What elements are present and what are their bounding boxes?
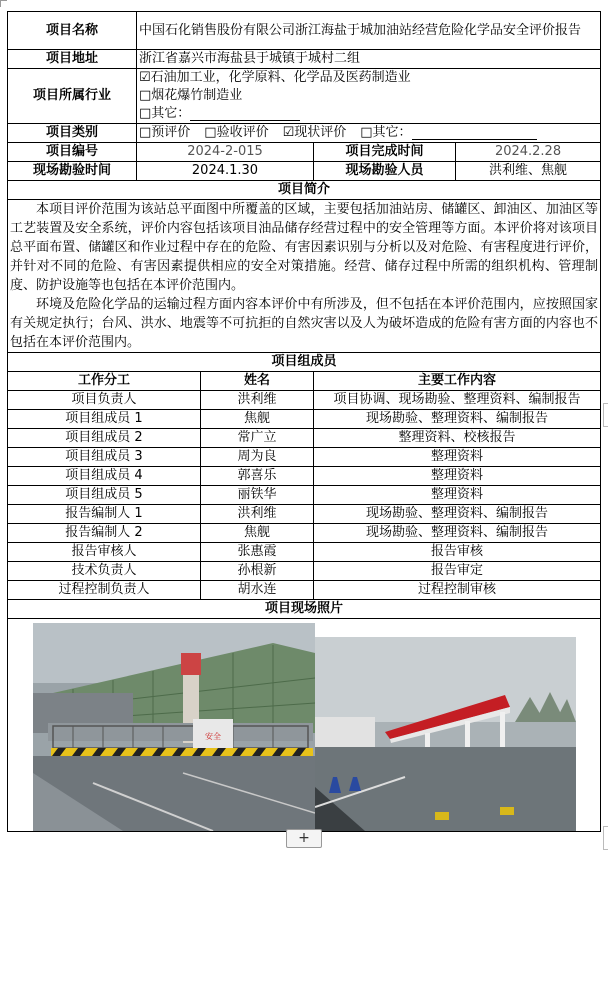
intro-paragraph: 本项目评价范围为该站总平面图中所覆盖的区域，主要包括加油站房、储罐区、卸油区、加油区等工艺装置及安全系统，评价内容包括该项目油品储存经营过程中的安全管理等方面。本评价将对该项目总平面布置、储罐区和作业过程中存在的危险、有害因素识别与分析以及对危险、有害程度进行评价，并针对不同的危险、有害因素提供相应的安全对策措施。经营、储存过程中所需的组织机构、管理制度、防护设施等也包括在本评价范围内。 xyxy=(10,202,599,293)
member-row xyxy=(8,543,601,562)
member-name: 洪利维 xyxy=(201,391,314,410)
member-row xyxy=(8,562,601,581)
member-name: 张惠霞 xyxy=(201,543,314,562)
members-header-name: 姓名 xyxy=(201,372,314,391)
member-row xyxy=(8,524,601,543)
project-type-label: 项目类别 xyxy=(8,124,137,143)
member-name: 丽铁华 xyxy=(201,486,314,505)
site-photo-tank-area xyxy=(33,623,315,831)
site-photo-forecourt xyxy=(315,637,576,831)
member-name: 胡水连 xyxy=(201,581,314,600)
member-role: 报告编制人 2 xyxy=(8,524,201,543)
member-work: 项目协调、现场勘验、整理资料、编制报告 xyxy=(314,391,601,410)
members-header-role: 工作分工 xyxy=(8,372,201,391)
project-complete-label: 项目完成时间 xyxy=(314,143,456,162)
intro-title: 项目简介 xyxy=(8,181,601,200)
project-industry-options xyxy=(137,69,601,124)
member-name: 郭喜乐 xyxy=(201,467,314,486)
member-role: 项目负责人 xyxy=(8,391,201,410)
type-option-current[interactable]: ☑现状评价 xyxy=(282,125,347,140)
member-row xyxy=(8,467,601,486)
member-row xyxy=(8,505,601,524)
member-row xyxy=(8,391,601,410)
project-name-label: 项目名称 xyxy=(8,12,137,50)
photos-cell xyxy=(8,619,601,832)
member-name: 常广立 xyxy=(201,429,314,448)
member-role: 技术负责人 xyxy=(8,562,201,581)
member-role: 项目组成员 5 xyxy=(8,486,201,505)
project-type-options xyxy=(137,124,601,143)
type-other-blank[interactable] xyxy=(412,126,537,140)
add-row-button[interactable]: + xyxy=(286,829,322,848)
member-row xyxy=(8,429,601,448)
survey-staff-value: 洪利维、焦舰 xyxy=(456,162,601,181)
member-work: 整理资料 xyxy=(314,448,601,467)
project-address-label: 项目地址 xyxy=(8,50,137,69)
member-work: 整理资料 xyxy=(314,467,601,486)
side-resize-handle[interactable] xyxy=(603,826,608,850)
intro-content xyxy=(8,200,601,353)
member-name: 周为良 xyxy=(201,448,314,467)
members-header-work: 主要工作内容 xyxy=(314,372,601,391)
photos-title: 项目现场照片 xyxy=(8,600,601,619)
member-name: 焦舰 xyxy=(201,410,314,429)
industry-other-blank[interactable] xyxy=(190,107,300,121)
member-name: 孙根新 xyxy=(201,562,314,581)
member-row xyxy=(8,410,601,429)
photo-sign-text: 安全 xyxy=(205,732,221,741)
member-role: 报告审核人 xyxy=(8,543,201,562)
member-work: 过程控制审核 xyxy=(314,581,601,600)
members-title: 项目组成员 xyxy=(8,353,601,372)
member-name: 焦舰 xyxy=(201,524,314,543)
project-number-value: 2024-2-015 xyxy=(137,143,314,162)
member-role: 项目组成员 3 xyxy=(8,448,201,467)
page-corner-mark xyxy=(0,0,7,7)
intro-paragraph: 环境及危险化学品的运输过程方面内容本评价中有所涉及，但不包括在本评价范围内，应按照国家有关规定执行；台风、洪水、地震等不可抗拒的自然灾害以及人为破坏造成的危险有害方面的内容也不包括在本评价范围内。 xyxy=(10,297,599,350)
industry-option-other[interactable]: □其它： xyxy=(139,105,598,123)
survey-time-label: 现场勘验时间 xyxy=(8,162,137,181)
side-resize-handle[interactable] xyxy=(603,403,608,427)
member-work: 整理资料、校核报告 xyxy=(314,429,601,448)
project-info-table xyxy=(7,11,601,832)
project-address-value: 浙江省嘉兴市海盐县于城镇于城村二组 xyxy=(137,50,601,69)
member-work: 现场勘验、整理资料、编制报告 xyxy=(314,505,601,524)
member-row xyxy=(8,581,601,600)
member-work: 报告审核 xyxy=(314,543,601,562)
project-name-value: 中国石化销售股份有限公司浙江海盐于城加油站经营危险化学品安全评价报告 xyxy=(137,12,601,50)
type-option-pre-eval[interactable]: □预评价 xyxy=(139,125,191,140)
member-row xyxy=(8,448,601,467)
member-role: 项目组成员 2 xyxy=(8,429,201,448)
type-option-other[interactable]: □其它： xyxy=(360,125,412,140)
member-role: 项目组成员 4 xyxy=(8,467,201,486)
member-work: 现场勘验、整理资料、编制报告 xyxy=(314,524,601,543)
survey-time-value: 2024.1.30 xyxy=(137,162,314,181)
project-number-label: 项目编号 xyxy=(8,143,137,162)
project-industry-label: 项目所属行业 xyxy=(8,69,137,124)
project-complete-date: 2024.2.28 xyxy=(456,143,601,162)
industry-option-petroleum[interactable]: ☑石油加工业，化学原料、化学品及医药制造业 xyxy=(139,70,411,85)
member-role: 项目组成员 1 xyxy=(8,410,201,429)
survey-staff-label: 现场勘验人员 xyxy=(314,162,456,181)
member-role: 过程控制负责人 xyxy=(8,581,201,600)
member-name: 洪利维 xyxy=(201,505,314,524)
member-work: 现场勘验、整理资料、编制报告 xyxy=(314,410,601,429)
industry-option-fireworks[interactable]: □烟花爆竹制造业 xyxy=(139,88,243,103)
member-row xyxy=(8,486,601,505)
type-option-acceptance[interactable]: □验收评价 xyxy=(204,125,269,140)
member-work: 报告审定 xyxy=(314,562,601,581)
member-role: 报告编制人 1 xyxy=(8,505,201,524)
member-work: 整理资料 xyxy=(314,486,601,505)
